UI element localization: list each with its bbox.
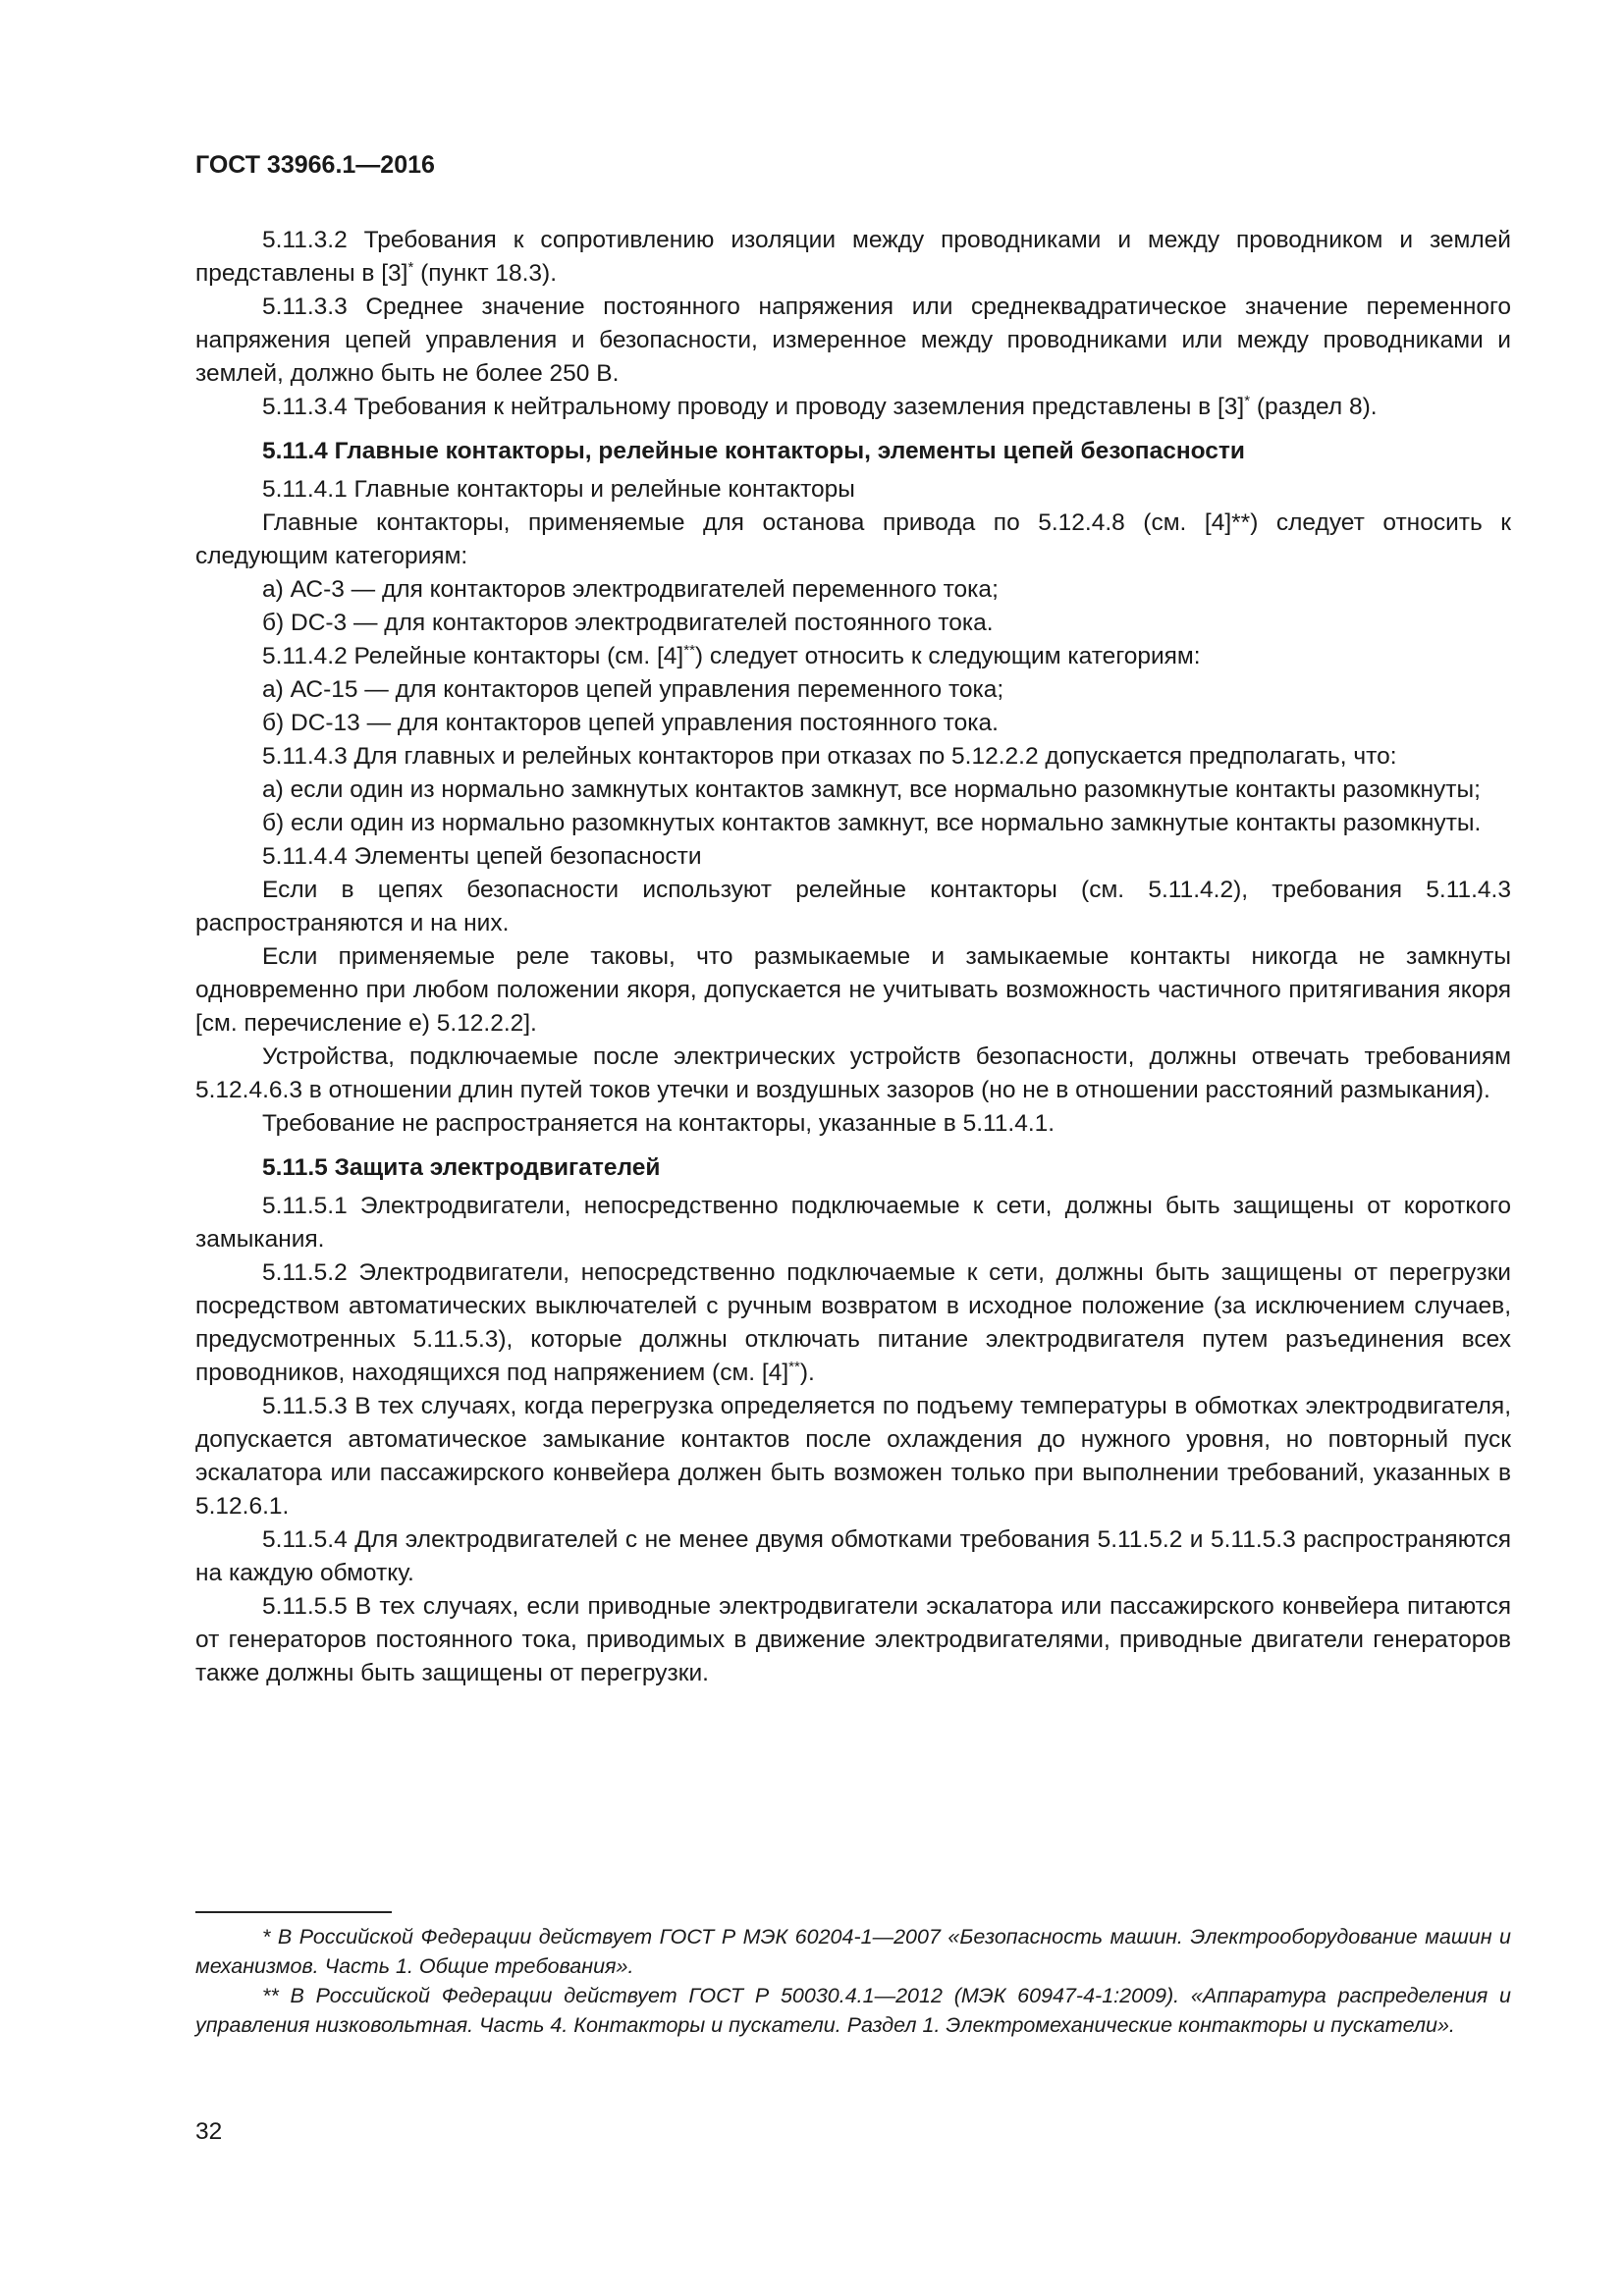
paragraph: 5.11.4.1 Главные контакторы и релейные контакторы xyxy=(262,476,855,503)
page-number: 32 xyxy=(195,2118,223,2145)
paragraph-text: (пункт 18.3). xyxy=(413,260,558,287)
paragraph: 5.11.4.4 Элементы цепей безопасности xyxy=(262,843,702,870)
paragraph: Устройства, подключаемые после электрических устройств безопасности, должны отвечать требованиям 5.12.4.6.3 в отношении длин путей токов утечки и воздушных зазоров (но не в отношении расстояний размыкания). xyxy=(195,1043,1511,1103)
paragraph-text: 5.11.3.4 Требования к нейтральному проводу и проводу заземления представлены в [3] xyxy=(262,394,1245,420)
paragraph xyxy=(195,391,1511,424)
list-item: б) DC-3 — для контакторов электродвигателей постоянного тока. xyxy=(262,610,994,636)
list-item: а) если один из нормально замкнутых контактов замкнут, все нормально разомкнутые контакты разомкнуты; xyxy=(262,776,1481,803)
paragraph-text: 5.11.5.2 Электродвигатели, непосредственно подключаемые к сети, должны быть защищены от перегрузки посредством автоматических выключателей с ручным возвратом в исходное положение (за исключением случаев, предусмотренных 5.11.5.3), которые должны отключать питание электродвигателя путем разъединения всех проводников, находящихся под напряжением (см. [4] xyxy=(195,1259,1511,1386)
paragraph: Если в цепях безопасности используют релейные контакторы (см. 5.11.4.2), требования 5.11.4.3 распространяются и на них. xyxy=(195,877,1511,936)
list-item: б) DC-13 — для контакторов цепей управления постоянного тока. xyxy=(262,710,999,736)
section-heading: 5.11.5 Защита электродвигателей xyxy=(262,1154,661,1181)
document-body xyxy=(195,224,1511,1690)
section-heading: 5.11.4 Главные контакторы, релейные контакторы, элементы цепей безопасности xyxy=(262,438,1245,464)
footnote-marker: ** xyxy=(788,1358,800,1375)
paragraph-text: (раздел 8). xyxy=(1250,394,1378,420)
paragraph-text: 5.11.4.2 Релейные контакторы (см. [4] xyxy=(262,643,684,669)
paragraph xyxy=(195,1256,1511,1390)
paragraph: 5.11.5.4 Для электродвигателей с не менее двумя обмотками требования 5.11.5.2 и 5.11.5.3 распространяются на каждую обмотку. xyxy=(195,1526,1511,1586)
paragraph-text: ). xyxy=(799,1360,815,1386)
paragraph: Главные контакторы, применяемые для останова привода по 5.12.4.8 (см. [4]**) следует относить к следующим категориям: xyxy=(195,509,1511,569)
footnote-marker: * xyxy=(1244,392,1251,409)
paragraph-text: 5.11.3.2 Требования к сопротивлению изоляции между проводниками и между проводником и землей представлены в [3] xyxy=(195,227,1511,287)
document-code-header: ГОСТ 33966.1—2016 xyxy=(195,151,435,179)
paragraph: Если применяемые реле таковы, что размыкаемые и замыкаемые контакты никогда не замкнуты одновременно при любом положении якоря, допускается не учитывать возможность частичного притягивания якоря [см. перечисление е) 5.12.2.2]. xyxy=(195,943,1511,1037)
paragraph xyxy=(195,224,1511,291)
paragraph: 5.11.5.1 Электродвигатели, непосредственно подключаемые к сети, должны быть защищены от короткого замыкания. xyxy=(195,1193,1511,1253)
paragraph: 5.11.5.3 В тех случаях, когда перегрузка определяется по подъему температуры в обмотках электродвигателя, допускается автоматическое замыкание контактов после охлаждения до нужного уровня, но повторный пуск эскалатора или пассажирского конвейера должен быть возможен только при выполнении требований, указанных в 5.12.6.1. xyxy=(195,1393,1511,1520)
paragraph xyxy=(195,640,1511,673)
paragraph: 5.11.5.5 В тех случаях, если приводные электродвигатели эскалатора или пассажирского конвейера питаются от генераторов постоянного тока, приводимых в движение электродвигателями, приводные двигатели генераторов также должны быть защищены от перегрузки. xyxy=(195,1593,1511,1686)
paragraph-text: ) следует относить к следующим категориям: xyxy=(694,643,1201,669)
footnote: ** В Российской Федерации действует ГОСТ Р 50030.4.1—2012 (МЭК 60947-4-1:2009). «Аппаратура распределения и управления низковольтная. Часть 4. Контакторы и пускатели. Раздел 1. Электромеханические контакторы и пускатели». xyxy=(195,1984,1511,2037)
paragraph: 5.11.4.3 Для главных и релейных контакторов при отказах по 5.12.2.2 допускается предполагать, что: xyxy=(262,743,1397,770)
footnote-marker: ** xyxy=(683,641,695,659)
paragraph: Требование не распространяется на контакторы, указанные в 5.11.4.1. xyxy=(262,1110,1056,1137)
list-item: а) АС-3 — для контакторов электродвигателей переменного тока; xyxy=(262,576,999,603)
list-item: а) АС-15 — для контакторов цепей управления переменного тока; xyxy=(262,676,1004,703)
footnote-marker: * xyxy=(407,258,414,276)
footnotes xyxy=(195,1922,1511,2040)
footnote: * В Российской Федерации действует ГОСТ Р МЭК 60204-1—2007 «Безопасность машин. Электрооборудование машин и механизмов. Часть 1. Общие требования». xyxy=(195,1925,1511,1978)
list-item: б) если один из нормально разомкнутых контактов замкнут, все нормально замкнутые контакты разомкнуты. xyxy=(262,810,1482,836)
paragraph: 5.11.3.3 Среднее значение постоянного напряжения или среднеквадратическое значение переменного напряжения цепей управления и безопасности, измеренное между проводниками или между проводниками и землей, должно быть не более 250 В. xyxy=(195,294,1511,387)
footnote-separator xyxy=(195,1911,392,1913)
